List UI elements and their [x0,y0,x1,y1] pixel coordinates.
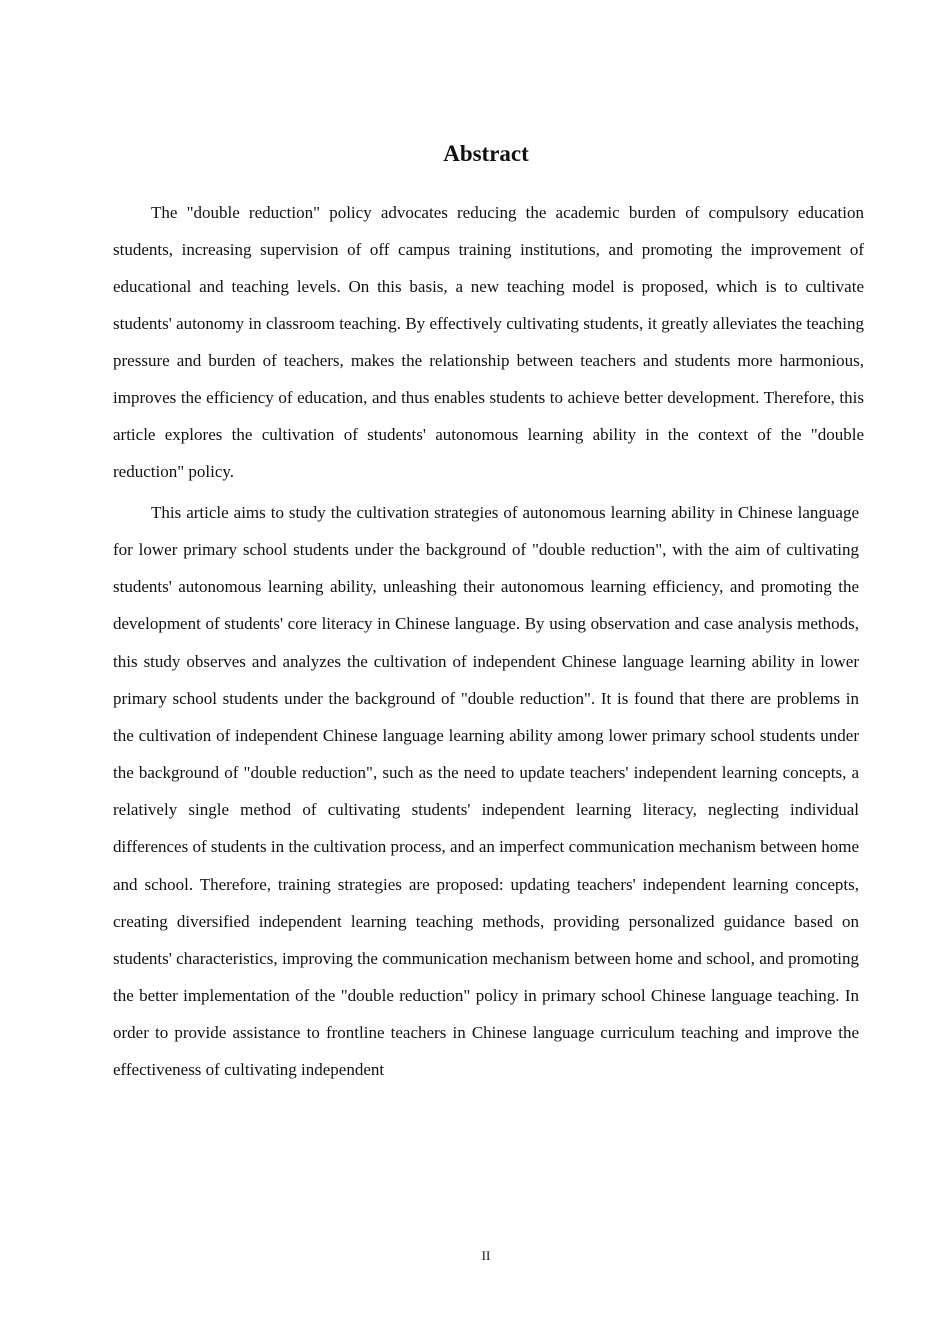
page-number: II [481,1248,491,1263]
abstract-paragraph: The "double reduction" policy advocates reducing the academic burden of compulsory education students, increasing supervision of off campus training institutions, and promoting the improvement of educational and teaching levels. On this basis, a new teaching model is proposed, which is to cultivate students' autonomy in classroom teaching. By effectively cultivating students, it greatly alleviates the teaching pressure and burden of teachers, makes the relationship between teachers and students more harmonious, improves the efficiency of education, and thus enables students to achieve better development. Therefore, this article explores the cultivation of students' autonomous learning ability in the context of the "double reduction" policy. [113,203,864,481]
abstract-body [113,194,864,1089]
page-title: Abstract [443,141,529,167]
abstract-paragraph: This article aims to study the cultivation strategies of autonomous learning ability in Chinese language for lower primary school students under the background of "double reduction", with the aim of cultivating students' autonomous learning ability, unleashing their autonomous learning efficiency, and promoting the development of students' core literacy in Chinese language. By using observation and case analysis methods, this study observes and analyzes the cultivation of independent Chinese language learning ability in lower primary school students under the background of "double reduction". It is found that there are problems in the cultivation of independent Chinese language learning ability among lower primary school students under the background of "double reduction", such as the need to update teachers' independent learning concepts, a relatively single method of cultivating students' independent learning literacy, neglecting individual differences of students in the cultivation process, and an imperfect communication mechanism between home and school. Therefore, training strategies are proposed: updating teachers' independent learning concepts, creating diversified independent learning teaching methods, providing personalized guidance based on students' characteristics, improving the communication mechanism between home and school, and promoting the better implementation of the "double reduction" policy in primary school Chinese language teaching. In order to provide assistance to frontline teachers in Chinese language curriculum teaching and improve the effectiveness of cultivating independent [113,503,859,1080]
